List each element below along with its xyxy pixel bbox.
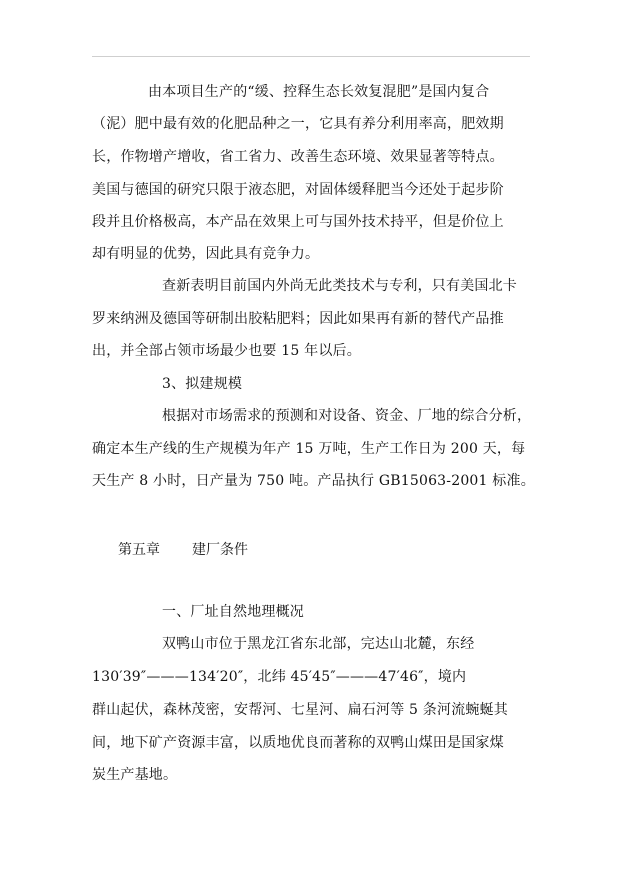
- paragraph-1-line-5: 段并且价格极高，本产品在效果上可与国外技术持平，但是价位上: [92, 214, 504, 230]
- paragraph-1-line-6: 却有明显的优势，因此具有竞争力。: [92, 246, 320, 262]
- paragraph-4-line-3: 群山起伏，森林茂密，安帮河、七星河、扁石河等 5 条河流蜿蜒其: [92, 702, 509, 718]
- paragraph-4-line-2: 130′39″———134′20″，北纬 45′45″———47′46″，境内: [92, 669, 467, 685]
- paragraph-1-line-4: 美国与德国的研究只限于液态肥，对固体缓释肥当今还处于起步阶: [92, 182, 504, 198]
- header-rule: [92, 56, 530, 57]
- paragraph-2-line-2: 罗来纳洲及德国等研制出胶粘肥料；因此如果再有新的替代产品推: [92, 311, 504, 327]
- paragraph-1-line-3: 长，作物增产增收，省工省力、改善生态环境、效果显著等特点。: [92, 149, 504, 165]
- paragraph-3-line-1: 根据对市场需求的预测和对设备、资金、厂地的综合分析，: [162, 408, 532, 424]
- paragraph-2-line-1: 查新表明目前国内外尚无此类技术与专利，只有美国北卡: [162, 278, 517, 294]
- chapter-title: 建厂条件: [192, 542, 248, 558]
- paragraph-3-line-3: 天生产 8 小时，日产量为 750 吨。产品执行 GB15063-2001 标准。: [92, 473, 535, 489]
- section-heading-scale: 3、拟建规模: [162, 376, 243, 392]
- paragraph-4-line-1: 双鸭山市位于黑龙江省东北部，完达山北麓，东经: [162, 636, 475, 652]
- paragraph-1-line-1: 由本项目生产的“缓、控释生态长效复混肥”是国内复合: [148, 84, 490, 100]
- paragraph-4-line-4: 间，地下矿产资源丰富，以质地优良而著称的双鸭山煤田是国家煤: [92, 735, 504, 751]
- chapter-number: 第五章: [118, 542, 160, 558]
- paragraph-2-line-3: 出，并全部占领市场最少也要 15 年以后。: [92, 343, 361, 359]
- paragraph-4-line-5: 炭生产基地。: [92, 767, 178, 783]
- paragraph-1-line-2: （泥）肥中最有效的化肥品种之一，它具有养分利用率高，肥效期: [92, 116, 504, 132]
- paragraph-3-line-2: 确定本生产线的生产规模为年产 15 万吨，生产工作日为 200 天，每: [92, 441, 526, 457]
- section-heading-site: 一、厂址自然地理概况: [162, 604, 304, 620]
